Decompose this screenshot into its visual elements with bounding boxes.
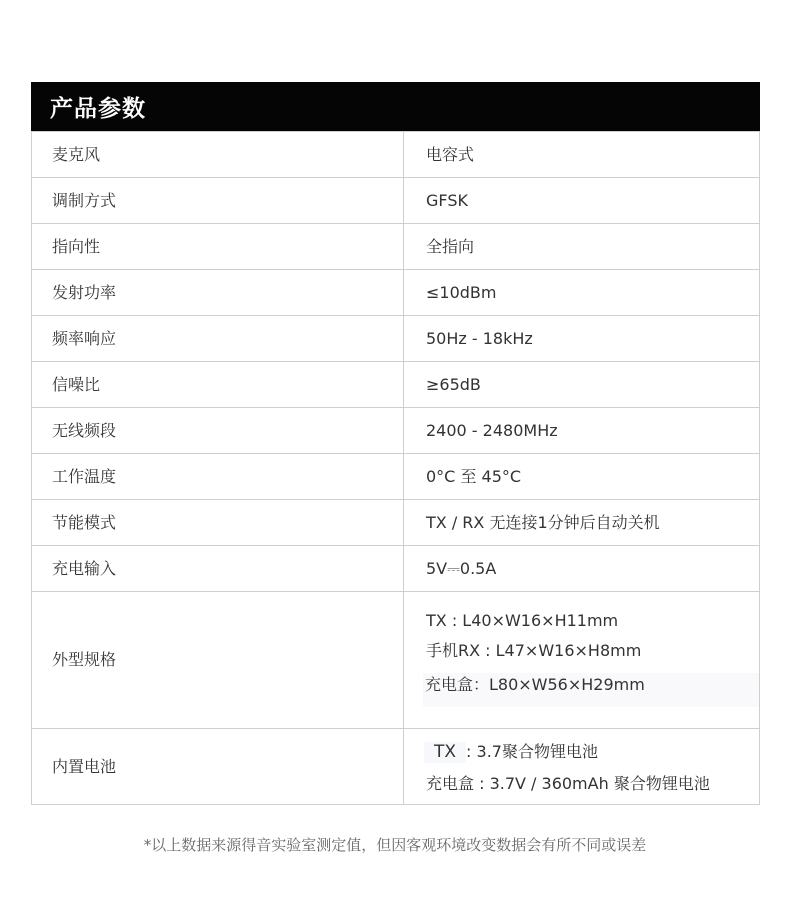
spec-row-transmit-power (32, 270, 760, 316)
spec-value: ≤10dBm (404, 270, 760, 316)
battery-case-line: 充电盒 : 3.7V / 360mAh 聚合物锂电池 (426, 773, 710, 793)
battery-tx-line (426, 742, 759, 763)
spec-label: 调制方式 (32, 178, 404, 224)
spec-value (404, 592, 760, 729)
spec-value: ≥65dB (404, 362, 760, 408)
spec-row-frequency-response (32, 316, 760, 362)
battery-list (426, 742, 759, 792)
spec-label: 充电输入 (32, 546, 404, 592)
footnote: *以上数据来源得音实验室测定值，但因客观环境改变数据会有所不同或误差 (143, 836, 647, 854)
dimensions-rx: 手机RX : L47×W16×H8mm (426, 641, 642, 660)
spec-value (404, 729, 760, 805)
battery-tx-value: : 3.7聚合物锂电池 (466, 741, 598, 761)
spec-label: 发射功率 (32, 270, 404, 316)
spec-value: 0°C 至 45°C (404, 454, 760, 500)
spec-row-modulation (32, 178, 760, 224)
dimensions-case: 充电盒：L80×W56×H29mm (423, 673, 759, 707)
spec-row-charging-input (32, 546, 760, 592)
spec-label: 麦克风 (32, 132, 404, 178)
spec-label: 信噪比 (32, 362, 404, 408)
dimensions-list (426, 613, 759, 707)
spec-row-dimensions (32, 592, 760, 729)
spec-row-power-saving (32, 500, 760, 546)
spec-label: 节能模式 (32, 500, 404, 546)
spec-header (31, 82, 760, 131)
spec-label: 无线频段 (32, 408, 404, 454)
spec-label: 内置电池 (32, 729, 404, 805)
spec-label: 频率响应 (32, 316, 404, 362)
spec-row-wireless-band (32, 408, 760, 454)
spec-card (31, 82, 760, 805)
spec-label: 外型规格 (32, 592, 404, 729)
dimensions-tx: TX : L40×W16×H11mm (426, 611, 619, 630)
battery-tx-tag: TX (424, 742, 466, 763)
spec-row-operating-temperature (32, 454, 760, 500)
spec-table (31, 131, 760, 805)
spec-value: GFSK (404, 178, 760, 224)
spec-value: 电容式 (404, 132, 760, 178)
spec-label: 指向性 (32, 224, 404, 270)
spec-label: 工作温度 (32, 454, 404, 500)
spec-value: 5V⎓0.5A (404, 546, 760, 592)
page-title: 产品参数 (50, 96, 146, 122)
spec-row-microphone (32, 132, 760, 178)
spec-value: 全指向 (404, 224, 760, 270)
spec-value: 50Hz - 18kHz (404, 316, 760, 362)
spec-value: TX / RX 无连接1分钟后自动关机 (404, 500, 760, 546)
spec-row-snr (32, 362, 760, 408)
spec-row-directivity (32, 224, 760, 270)
spec-row-battery (32, 729, 760, 805)
spec-value: 2400 - 2480MHz (404, 408, 760, 454)
